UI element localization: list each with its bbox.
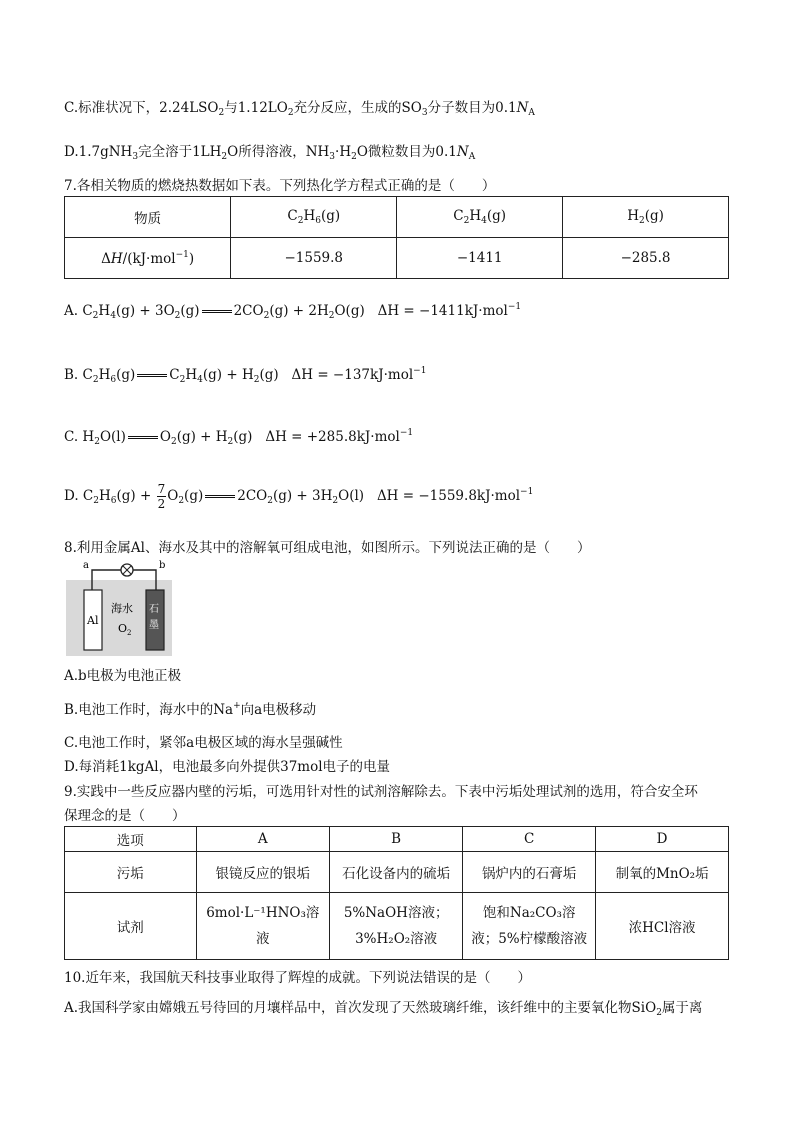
table9-header: D xyxy=(596,827,729,852)
table7-value: −285.8 xyxy=(563,238,729,279)
table7-row-label: ΔH/(kJ·mol$^{-1}$) xyxy=(65,238,231,279)
table7-header-c2h6: $C_2H_6(g)$ xyxy=(231,197,397,238)
table9-cell: 制氧的MnO₂垢 xyxy=(596,852,729,893)
label-al: Al xyxy=(87,614,99,627)
table9-cell: 6mol·L⁻¹HNO₃溶 液 xyxy=(196,893,330,960)
combustion-heat-table xyxy=(64,196,729,279)
table9-cell: 银镜反应的银垢 xyxy=(196,852,330,893)
option-10a: A.我国科学家由嫦娥五号待回的月壤样品中，首次发现了天然玻璃纤维，该纤维中的主要氧化物SiO$_2$属于离 xyxy=(64,1000,703,1018)
table9-cell: 饱和Na₂CO₃溶 液；5%柠檬酸溶液 xyxy=(463,893,596,960)
option-6c: C.标准状况下，$2.24LSO_2$与$1.12LO_2$充分反应，生成的$SO_3$分子数目为$0.1N_A$ xyxy=(64,100,535,118)
option-6d: D.1.7gNH$_3$完全溶于$1LH_2O$所得溶液，$NH_3\cdot H_2O$微粒数目为$0.1N_A$ xyxy=(64,144,476,162)
option-7d: D. $C_2H_6(g)$ + $\frac{7}{2}$ $O_2(g) 2CO_2(g) + 3H_2O(l) \Delta H = -1559.8kJ\cdot mol^{-1}$ xyxy=(64,482,534,511)
table9-cell: 锅炉内的石膏垢 xyxy=(463,852,596,893)
label-seawater: 海水 xyxy=(111,602,133,615)
fraction-7-2: $\frac{7}{2}$ xyxy=(157,482,166,511)
option-8d: D.每消耗1kgAl，电池最多向外提供37mol电子的电量 xyxy=(64,759,391,775)
label-o2: $O_2$ xyxy=(118,622,132,637)
question-9-line2: 保理念的是（ ） xyxy=(64,808,186,824)
label-graphite-1: 石 xyxy=(149,604,159,615)
battery-diagram xyxy=(66,560,172,656)
question-9-line1: 9.实践中一些反应器内壁的污垢，可选用针对性的试剂溶解除去。下表中污垢处理试剂的选用，符合安全环 xyxy=(64,784,698,800)
option-8b: B.电池工作时，海水中的Na+向a电极移动 xyxy=(64,701,317,718)
table7-value: −1559.8 xyxy=(231,238,397,279)
option-7c: C. $H_2O(l) O_2(g) + H_2(g) \Delta H = +285.8kJ\cdot mol^{-1}$ xyxy=(64,428,414,447)
reagent-table xyxy=(64,826,729,960)
table9-cell: 浓HCl溶液 xyxy=(596,893,729,960)
table9-cell: 5%NaOH溶液； 3%H₂O₂溶液 xyxy=(330,893,463,960)
table7-header-substance: 物质 xyxy=(65,197,231,238)
table9-header: B xyxy=(330,827,463,852)
label-graphite-2: 墨 xyxy=(149,620,159,631)
table9-row-label: 污垢 xyxy=(65,852,197,893)
table7-value: −1411 xyxy=(397,238,563,279)
table9-row-label: 试剂 xyxy=(65,893,197,960)
option-8c: C.电池工作时，紧邻a电极区域的海水呈强碱性 xyxy=(64,735,343,751)
option-7b: B. $C_2H_6(g) C_2H_4(g) + H_2(g) \Delta H = -137kJ\cdot mol^{-1}$ xyxy=(64,366,427,385)
label-b: b xyxy=(159,560,166,571)
table9-header: C xyxy=(463,827,596,852)
label-a: a xyxy=(83,560,89,571)
option-8a: A.b电极为电池正极 xyxy=(64,668,182,684)
table9-header: 选项 xyxy=(65,827,197,852)
question-10: 10.近年来，我国航天科技事业取得了辉煌的成就。下列说法错误的是（ ） xyxy=(64,970,531,986)
question-8: 8.利用金属Al、海水及其中的溶解氧可组成电池，如图所示。下列说法正确的是（ ） xyxy=(64,540,591,556)
table9-cell: 石化设备内的硫垢 xyxy=(330,852,463,893)
table9-header: A xyxy=(196,827,330,852)
question-7: 7.各相关物质的燃烧热数据如下表。下列热化学方程式正确的是（ ） xyxy=(64,178,496,194)
option-7a: A. $C_2H_4(g) + 3O_2(g) 2CO_2(g) + 2H_2O(g) \Delta H = -1411kJ\cdot mol^{-1}$ xyxy=(64,302,522,321)
table7-header-h2: $H_2(g)$ xyxy=(563,197,729,238)
table7-header-c2h4: $C_2H_4(g)$ xyxy=(397,197,563,238)
